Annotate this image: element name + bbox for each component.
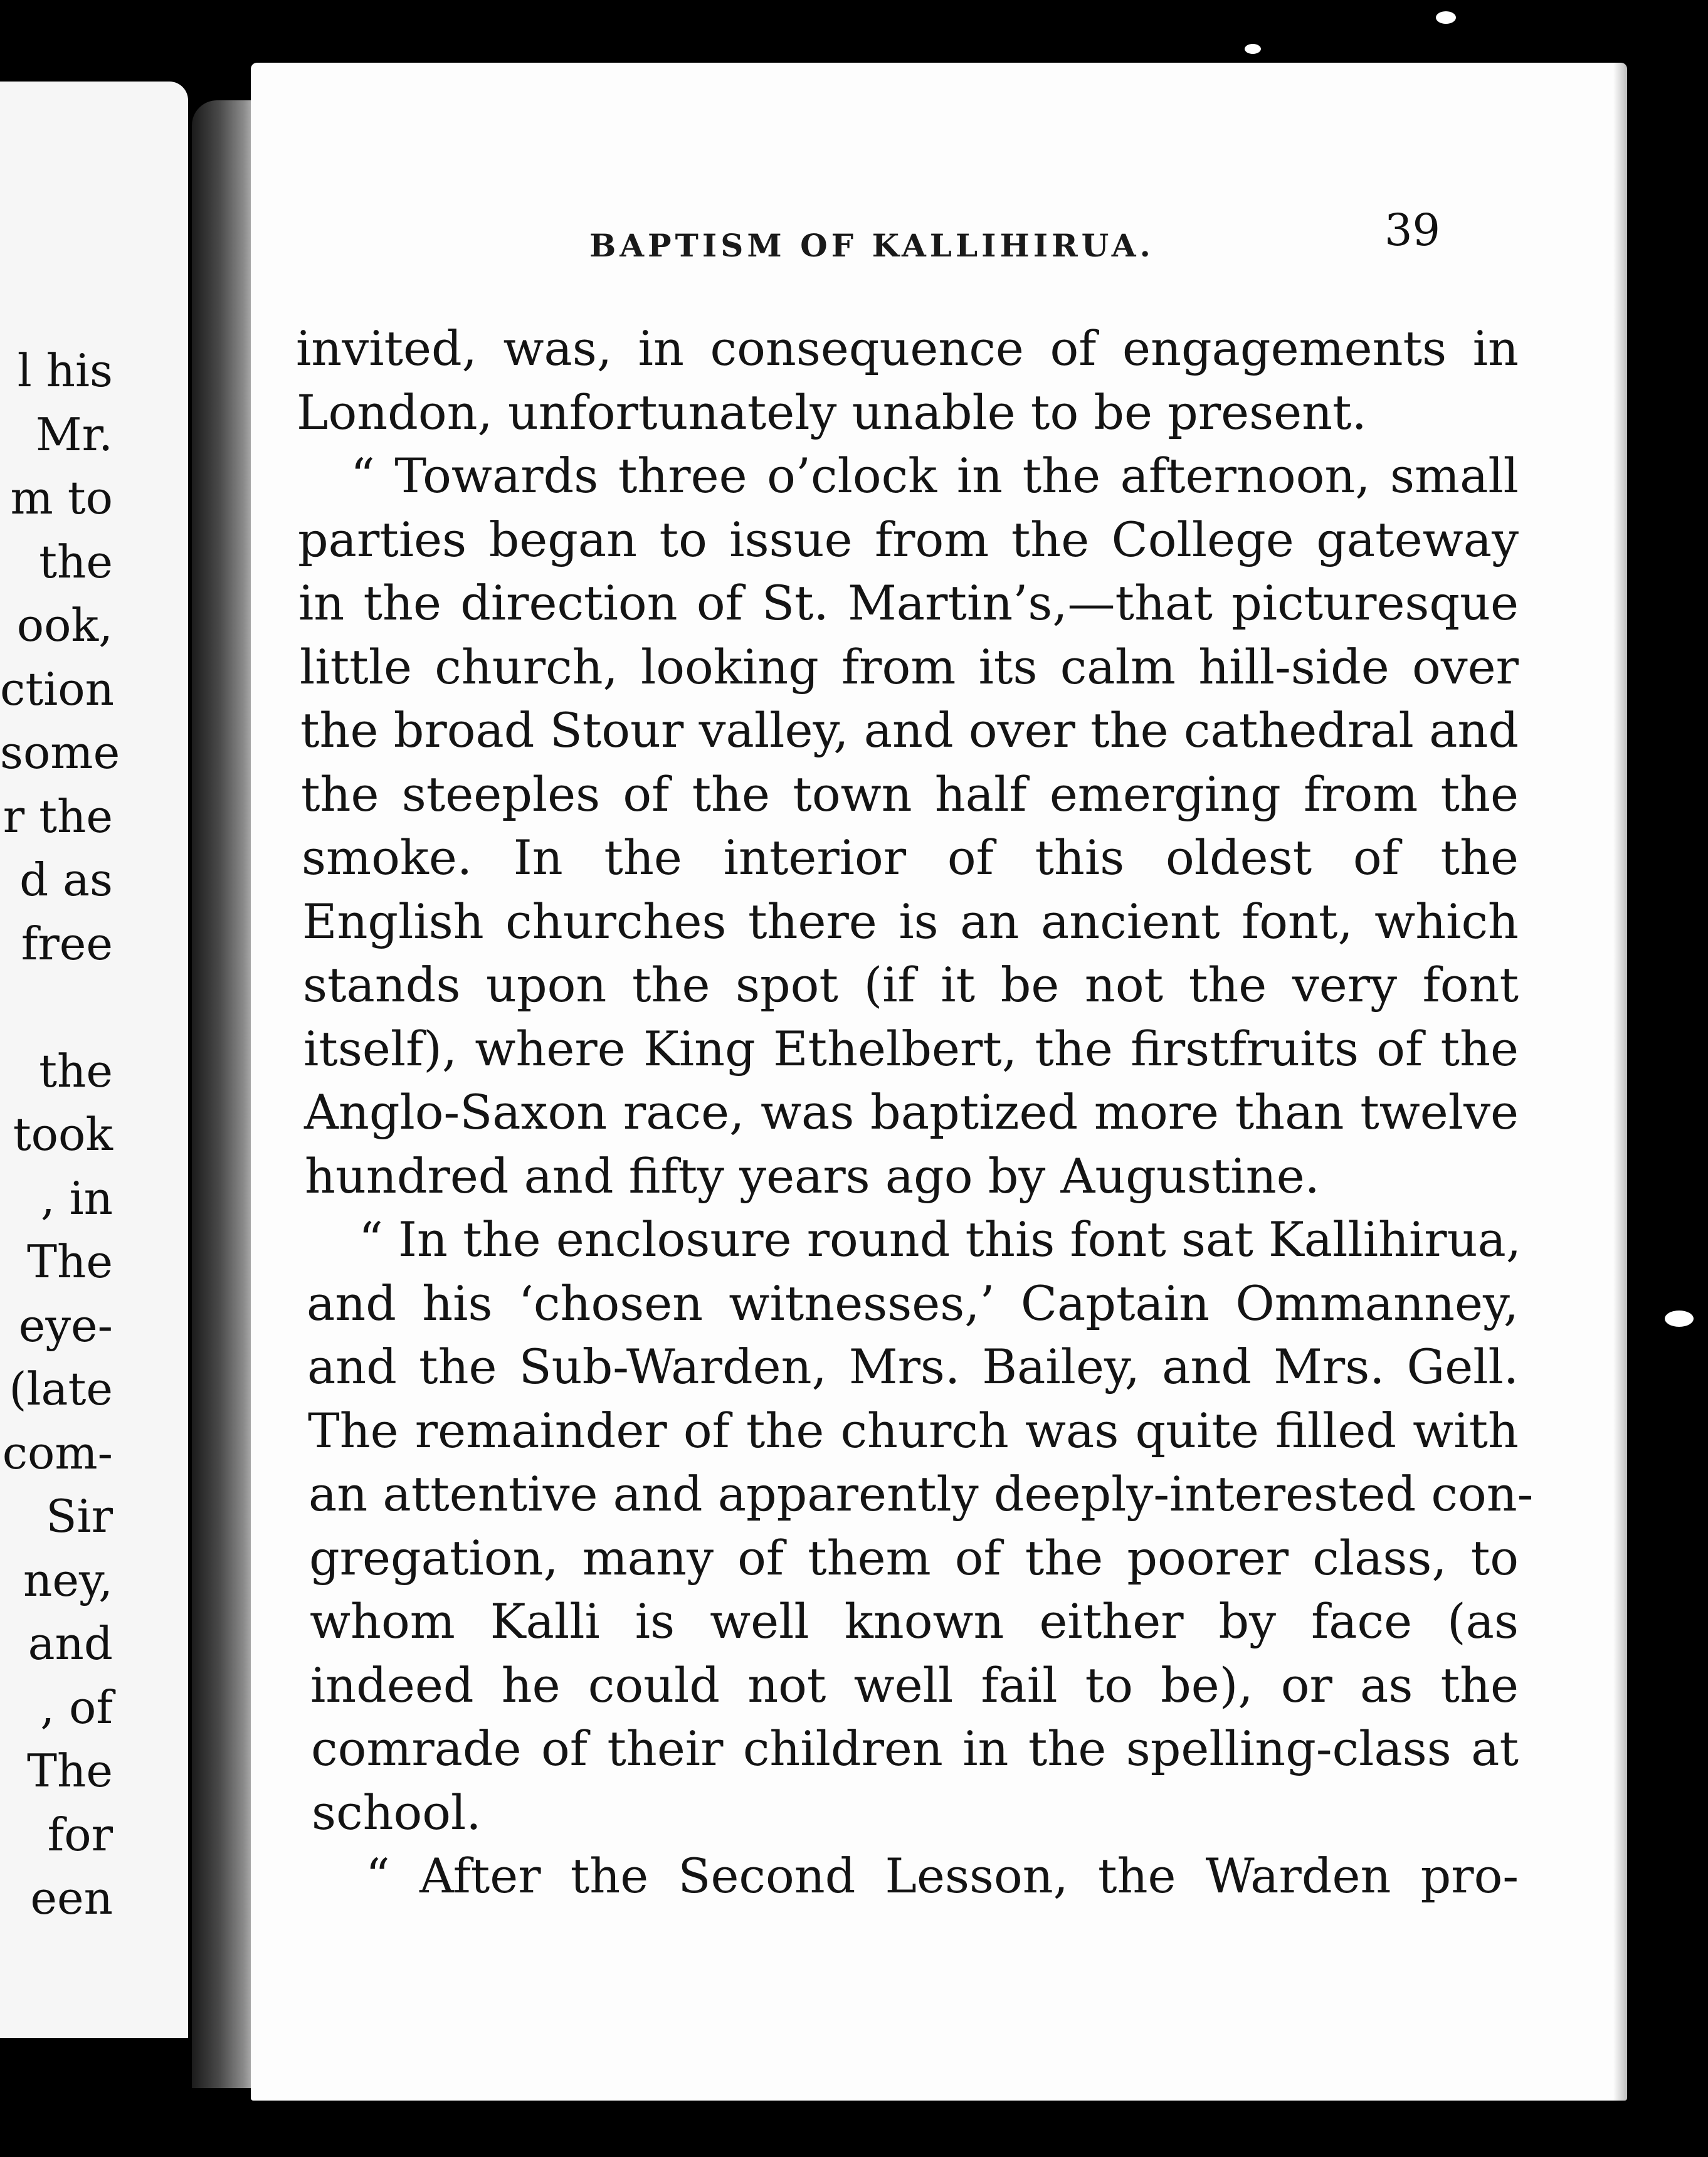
left-page-fragment: l his xyxy=(17,344,113,397)
left-page-fragment: The xyxy=(26,1744,113,1797)
text-line: parties began to issue from the College gateway xyxy=(298,511,1519,567)
text-line: comrade of their children in the spelling-class at xyxy=(311,1721,1519,1776)
left-page-fragment: d as xyxy=(19,853,113,906)
text-line: stands upon the spot (if it be not the very font xyxy=(303,957,1519,1013)
text-line: the broad Stour valley, and over the cathedral and xyxy=(300,702,1519,758)
left-page-fragment: some xyxy=(0,726,120,779)
text-line: little church, looking from its calm hill-side over xyxy=(300,638,1519,695)
body-text xyxy=(296,317,1534,1908)
text-line: itself), where King Ethelbert, the firstfruits of the xyxy=(303,1020,1519,1077)
page-edge xyxy=(1613,63,1627,2101)
left-page-fragment: ney, xyxy=(23,1553,113,1606)
left-page-fragment: for xyxy=(47,1808,113,1861)
text-line: and the Sub-Warden, Mrs. Bailey, and Mrs. Gell. xyxy=(307,1339,1519,1395)
left-page-fragment: , in xyxy=(40,1171,113,1225)
text-line: smoke. In the interior of this oldest of the xyxy=(302,830,1519,885)
dust-speck xyxy=(1245,44,1261,54)
text-line: whom Kalli is well known either by face (as xyxy=(310,1593,1519,1649)
right-page xyxy=(251,63,1627,2101)
left-page-fragment: the xyxy=(39,535,113,588)
left-page-fragment: (late xyxy=(9,1363,113,1415)
left-page xyxy=(0,82,188,2038)
dust-speck xyxy=(1665,1311,1694,1327)
left-page-fragment: m to xyxy=(10,472,113,524)
text-line: and his ‘chosen witnesses,’ Captain Ommanney, xyxy=(307,1275,1519,1331)
text-line: “ Towards three o’clock in the afternoon, small xyxy=(351,448,1519,504)
text-line: hundred and fifty years ago by Augustine. xyxy=(305,1147,1320,1204)
text-line: indeed he could not well fail to be), or as the xyxy=(310,1657,1519,1713)
text-line: gregation, many of them of the poorer class, to xyxy=(309,1529,1519,1586)
text-line: “ After the Second Lesson, the Warden pro- xyxy=(366,1848,1519,1904)
left-page-fragment: Mr. xyxy=(35,408,113,461)
dust-speck xyxy=(1436,11,1456,24)
running-head: BAPTISM OF KALLIHIRUA. xyxy=(589,227,1154,264)
left-page-fragment: ction xyxy=(0,662,115,715)
left-page-fragment: , of xyxy=(40,1680,113,1734)
text-line: school. xyxy=(312,1784,482,1840)
left-page-fragment: The xyxy=(26,1235,113,1288)
left-page-fragment: eye- xyxy=(18,1299,113,1352)
page-number: 39 xyxy=(1384,204,1441,256)
text-line: Anglo-Saxon race, was baptized more than twelve xyxy=(304,1084,1519,1140)
left-page-fragment: ook, xyxy=(16,599,113,651)
left-page-fragment: free xyxy=(21,917,113,970)
text-line: the steeples of the town half emerging from the xyxy=(301,766,1519,822)
left-page-fragment: Sir xyxy=(46,1490,113,1543)
left-page-fragment: took xyxy=(13,1108,113,1161)
text-line: “ In the enclosure round this font sat Kallihirua, xyxy=(359,1211,1522,1267)
text-line: The remainder of the church was quite filled with xyxy=(308,1402,1519,1458)
left-page-fragment: com- xyxy=(2,1426,113,1479)
text-line: invited, was, in consequence of engagements in xyxy=(296,320,1519,376)
left-page-fragment: the xyxy=(39,1044,113,1097)
left-page-fragment: r the xyxy=(3,789,113,843)
text-line: in the direction of St. Martin’s,—that picturesque xyxy=(298,575,1519,631)
text-line: an attentive and apparently deeply-interested con- xyxy=(308,1466,1534,1522)
left-page-fragment: een xyxy=(30,1872,113,1924)
text-line: English churches there is an ancient font, which xyxy=(302,893,1519,949)
text-line: London, unfortunately unable to be present. xyxy=(297,384,1367,440)
left-page-fragment: and xyxy=(28,1617,113,1670)
